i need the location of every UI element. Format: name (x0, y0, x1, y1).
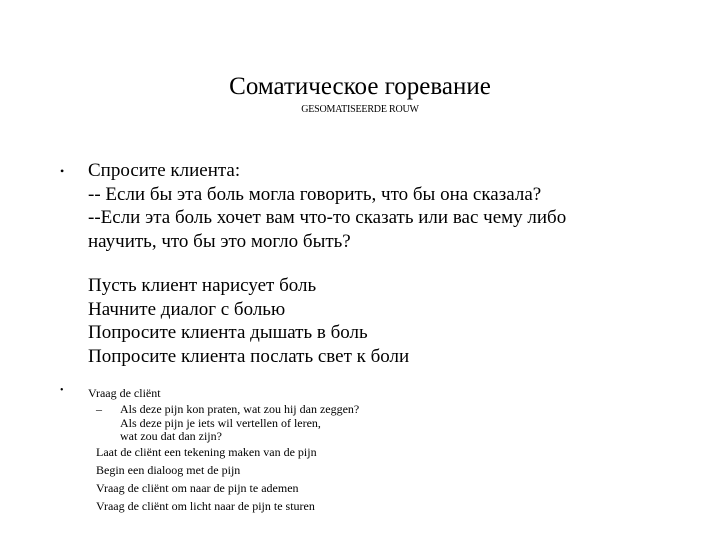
bullet-icon: • (60, 164, 65, 178)
ru-line-ask-client: Спросите клиента: (88, 160, 241, 181)
ru-line-question-2: --Если эта боль хочет вам что-то сказать или вас чему либо (88, 207, 567, 228)
bullet-icon: • (60, 385, 64, 396)
nl-question-2-cont: wat zou dat dan zijn? (120, 429, 222, 443)
nl-action-draw: Laat de cliënt een tekening maken van de pijn (96, 445, 317, 459)
dutch-instructions (88, 385, 688, 515)
ru-action-light: Попросите клиента послать свет к боли (88, 345, 410, 367)
nl-question-group (88, 401, 688, 417)
ru-action-breathe: Попросите клиента дышать в боль (88, 322, 368, 343)
slide-subtitle: GESOMATISEERDE ROUW (301, 104, 419, 115)
dash-icon: – (96, 402, 102, 416)
russian-instructions (88, 159, 688, 368)
nl-question-2: Als deze pijn je iets wil vertellen of leren, (120, 416, 321, 430)
ru-line-question-1: -- Если бы эта боль могла говорить, что бы она сказала? (88, 183, 542, 205)
nl-action-light: Vraag de cliënt om licht naar de pijn te sturen (96, 499, 315, 513)
nl-action-dialog: Begin een dialoog met de pijn (96, 463, 241, 477)
nl-question-1: Als deze pijn kon praten, wat zou hij dan zeggen? (120, 402, 360, 416)
ru-line-question-2-cont: научить, что бы это могло быть? (88, 230, 351, 252)
nl-line-ask-client: Vraag de cliënt (88, 386, 161, 400)
nl-question-2-group (88, 417, 688, 443)
ru-action-draw: Пусть клиент нарисует боль (88, 275, 317, 296)
ru-action-dialog: Начните диалог с болью (88, 298, 286, 320)
nl-action-breathe: Vraag de cliënt om naar de pijn te ademen (96, 481, 299, 495)
nl-actions (88, 443, 688, 515)
slide-title (0, 72, 720, 102)
slide-title-text: Соматическое горевание (229, 73, 491, 100)
